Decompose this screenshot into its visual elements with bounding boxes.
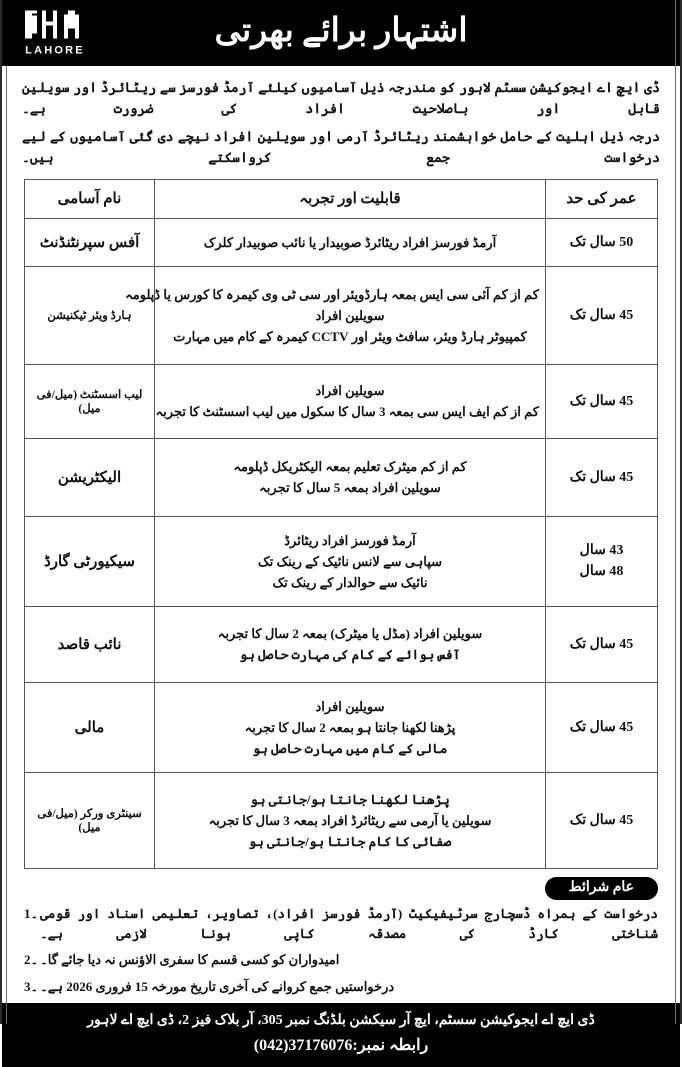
qualification-line: پڑھنا لکھنا جانتا ہو بمعہ 2 سال کا تجربہ <box>244 719 456 735</box>
column-header-age: عمر کی حد <box>546 179 658 218</box>
page-title: اشتہار برائے بھرتی <box>214 12 468 49</box>
qualification-line: سویلین افراد <box>315 307 385 323</box>
age-line: 43 سال <box>579 543 624 559</box>
cell-post-name: سینٹری ورکر (میل/فی میل) <box>25 772 155 868</box>
intro-line-1: ڈی ایچ اے ایجوکیشن سسٹم لاہور کو مندرجہ ذیل آسامیوں کیلئے آرمڈ فورسز سے ریٹائرڈ اور سویلین قابل اور باصلاحیت افراد کی ضرورت ہے۔ <box>22 80 660 116</box>
age-line: 45 سال تک <box>569 719 634 735</box>
column-header-qualification: قابلیت اور تجربہ <box>155 179 546 218</box>
cell-qualification <box>155 606 546 682</box>
cell-age-limit <box>546 266 658 364</box>
cell-age-limit <box>546 438 658 516</box>
cell-qualification <box>155 438 546 516</box>
qualification-line: صفائی کا کام جانتا ہو/جانتی ہو <box>248 833 452 849</box>
cell-qualification <box>155 364 546 438</box>
table-header-row <box>25 179 658 218</box>
table-row <box>25 606 658 682</box>
cell-qualification <box>125 266 546 364</box>
table-row <box>25 364 658 438</box>
cell-post-name: سیکیورٹی گارڈ <box>25 516 155 606</box>
qualification-line: کم از کم ایف ایس سی بمعہ 3 سال کا سکول میں لیب اسسٹنٹ کا تجربہ <box>155 404 539 420</box>
column-header-post: نام آسامی <box>25 179 155 218</box>
qualification-line: پڑھنا لکھنا جانتا ہو/جانتی ہو <box>250 791 450 807</box>
dha-logo-icon <box>24 10 86 44</box>
cell-post-name: لیب اسسٹنٹ (میل/فی میل) <box>25 364 155 438</box>
condition-item <box>24 977 658 997</box>
conditions-list <box>24 904 658 996</box>
jobs-table <box>24 179 658 869</box>
cell-age-limit <box>546 682 658 772</box>
qualification-line: سویلین افراد <box>315 698 385 714</box>
table-row <box>25 438 658 516</box>
cell-age-limit <box>546 218 658 266</box>
qualification-line: سویلین یا آرمی سے ریٹائرڈ افراد بمعہ 3 سال کا تجربہ <box>208 812 492 828</box>
general-conditions-section <box>2 877 680 1003</box>
footer-bar <box>2 1003 680 1067</box>
qualification-line: سپاہی سے لانس نائیک کے رینک تک <box>257 553 443 569</box>
condition-item <box>24 950 658 970</box>
cell-qualification <box>155 218 546 266</box>
footer-contact-label: رابطہ نمبر: <box>352 1036 429 1054</box>
age-line: 50 سال تک <box>569 234 634 250</box>
dha-lahore-logo <box>24 10 86 57</box>
condition-text: درخواستیں جمع کروانے کی آخری تاریخ مورخہ 15 فروری 2026 ہے۔ <box>40 978 395 994</box>
age-line: 45 سال تک <box>569 636 634 652</box>
qualification-line: آفس بوائے کے کام کی مہارت حاصل ہو <box>239 647 461 663</box>
table-row <box>25 682 658 772</box>
qualification-line: کم از کم میٹرک تعلیم بمعہ الیکٹریکل ڈپلومہ <box>233 459 467 475</box>
intro-section <box>2 66 680 179</box>
cell-age-limit <box>546 772 658 868</box>
cell-qualification <box>155 772 546 868</box>
footer-contact-number[interactable]: (042)37176076 <box>253 1036 353 1054</box>
cell-post-name: الیکٹریشن <box>25 438 155 516</box>
general-conditions-badge-row <box>24 877 658 900</box>
general-conditions-badge: عام شرائط <box>545 877 658 900</box>
cell-age-limit <box>546 606 658 682</box>
age-line: 48 سال <box>579 564 624 580</box>
intro-line-2: درجہ ذیل اہلیت کے حامل خواہشمند ریٹائرڈ آرمی اور سویلین افراد نیچے دی گئی آسامیوں کے لیے درخواست جمع کرواسکتے ہیں۔ <box>22 128 660 165</box>
qualification-line: آرمڈ فورسز افراد ریٹائرڈ صوبیدار یا نائب صوبیدار کلرک <box>203 234 497 250</box>
age-line: 45 سال تک <box>569 393 634 409</box>
qualification-line: نائیک سے حوالدار کے رینک تک <box>272 574 428 590</box>
qualification-line: کم از کم آئی سی ایس بمعہ ہارڈویئر اور سی ٹی وی کیمرہ کا کورس یا ڈپلومہ <box>125 286 539 302</box>
condition-text: درخواست کے ہمراہ ڈسچارج سرٹیفیکیٹ (آرمڈ فورسز افراد)، تصاویر، تعلیمی اسناد اور قومی شناختی کارڈ کی مصدقہ کاپی ہونا لازمی ہے۔ <box>40 906 658 941</box>
condition-number: 1۔ <box>24 906 39 922</box>
condition-number: 2۔ <box>24 952 39 968</box>
table-row <box>25 772 658 868</box>
condition-item <box>24 904 658 943</box>
cell-post-name: ہارڈ ویئر ٹیکنیشن <box>25 266 155 364</box>
cell-post-name: نائب قاصد <box>25 606 155 682</box>
cell-qualification <box>155 682 546 772</box>
logo-sub-label: LAHORE <box>25 44 85 57</box>
footer-contact <box>12 1035 670 1057</box>
qualification-line: مالی کے کام میں مہارت حاصل ہو <box>252 740 448 756</box>
age-line: 45 سال تک <box>569 307 634 323</box>
age-line: 45 سال تک <box>569 469 634 485</box>
header-bar <box>2 0 680 66</box>
footer-address: ڈی ایچ اے ایجوکیشن سسٹم، ایچ آر سیکشن بلڈنگ نمبر 305، آر بلاک فیز 2، ڈی ایچ اے لاہور <box>87 1013 595 1029</box>
qualification-line: سویلین افراد بمعہ 5 سال کا تجربہ <box>259 480 441 496</box>
condition-text: امیدواران کو کسی قسم کا سفری الاؤنس نہ دیا جائے گا۔ <box>40 952 340 968</box>
cell-age-limit <box>546 364 658 438</box>
table-row <box>25 516 658 606</box>
cell-age-limit <box>546 516 658 606</box>
qualification-line: سویلین افراد (مڈل یا میٹرک) بمعہ 2 سال کا تجربہ <box>217 626 483 642</box>
condition-number: 3۔ <box>24 978 39 994</box>
table-row <box>25 218 658 266</box>
jobs-table-wrapper <box>2 179 680 869</box>
age-line: 45 سال تک <box>569 812 634 828</box>
cell-qualification <box>155 516 546 606</box>
cell-post-name: مالی <box>25 682 155 772</box>
qualification-line: کمپیوٹر ہارڈ ویئر، سافٹ ویئر اور CCTV کیمرہ کے کام میں مہارت <box>173 328 527 344</box>
cell-post-name: آفس سپرنٹنڈنٹ <box>25 218 155 266</box>
qualification-line: آرمڈ فورسز افراد ریٹائرڈ <box>284 532 416 548</box>
table-row <box>25 266 658 364</box>
qualification-line: سویلین افراد <box>315 383 385 399</box>
